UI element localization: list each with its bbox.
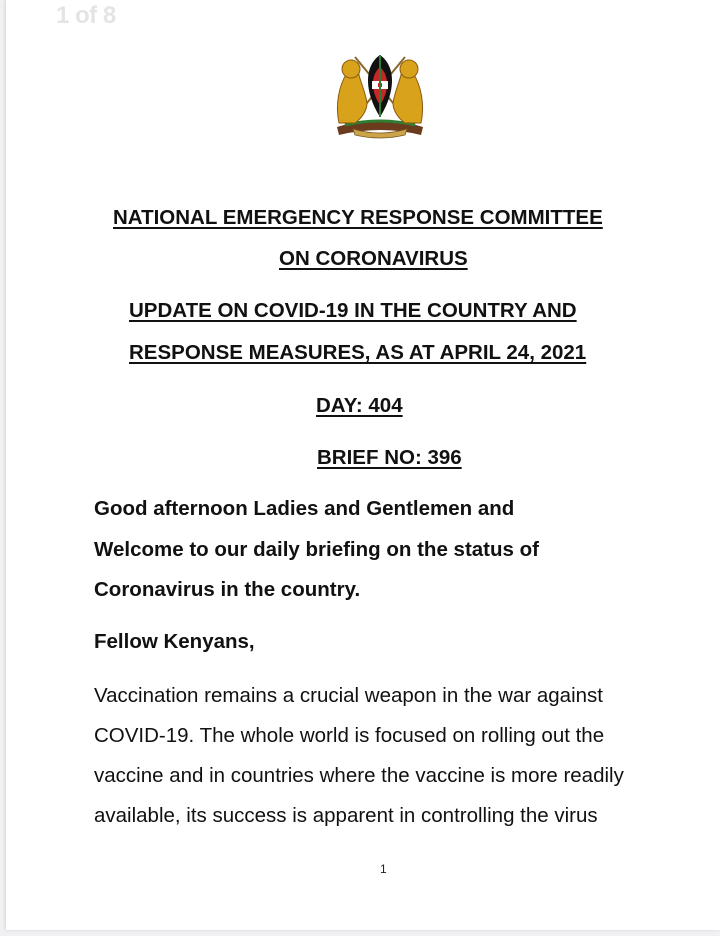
kenya-coat-of-arms-icon — [325, 45, 435, 140]
body-line: available, its success is apparent in controlling the virus — [94, 804, 598, 827]
salutation: Fellow Kenyans, — [94, 630, 255, 653]
page-number: 1 — [380, 862, 387, 876]
update-title-line2: RESPONSE MEASURES, AS AT APRIL 24, 2021 — [129, 341, 587, 364]
update-title-line1: UPDATE ON COVID-19 IN THE COUNTRY AND — [129, 299, 577, 322]
body-line: COVID-19. The whole world is focused on rolling out the — [94, 724, 605, 747]
committee-title: NATIONAL EMERGENCY RESPONSE COMMITTEE — [113, 206, 603, 229]
day-counter: DAY: 404 — [316, 394, 403, 417]
page-counter: 1 of 8 — [56, 2, 116, 29]
body-line: Vaccination remains a crucial weapon in the war against — [94, 684, 603, 707]
greeting-line: Coronavirus in the country. — [94, 578, 361, 601]
brief-number: BRIEF NO: 396 — [317, 446, 462, 469]
body-line: vaccine and in countries where the vaccine is more readily — [94, 764, 624, 787]
greeting-line: Good afternoon Ladies and Gentlemen and — [94, 497, 515, 520]
committee-subtitle: ON CORONAVIRUS — [279, 247, 468, 270]
greeting-line: Welcome to our daily briefing on the status of — [94, 538, 539, 561]
